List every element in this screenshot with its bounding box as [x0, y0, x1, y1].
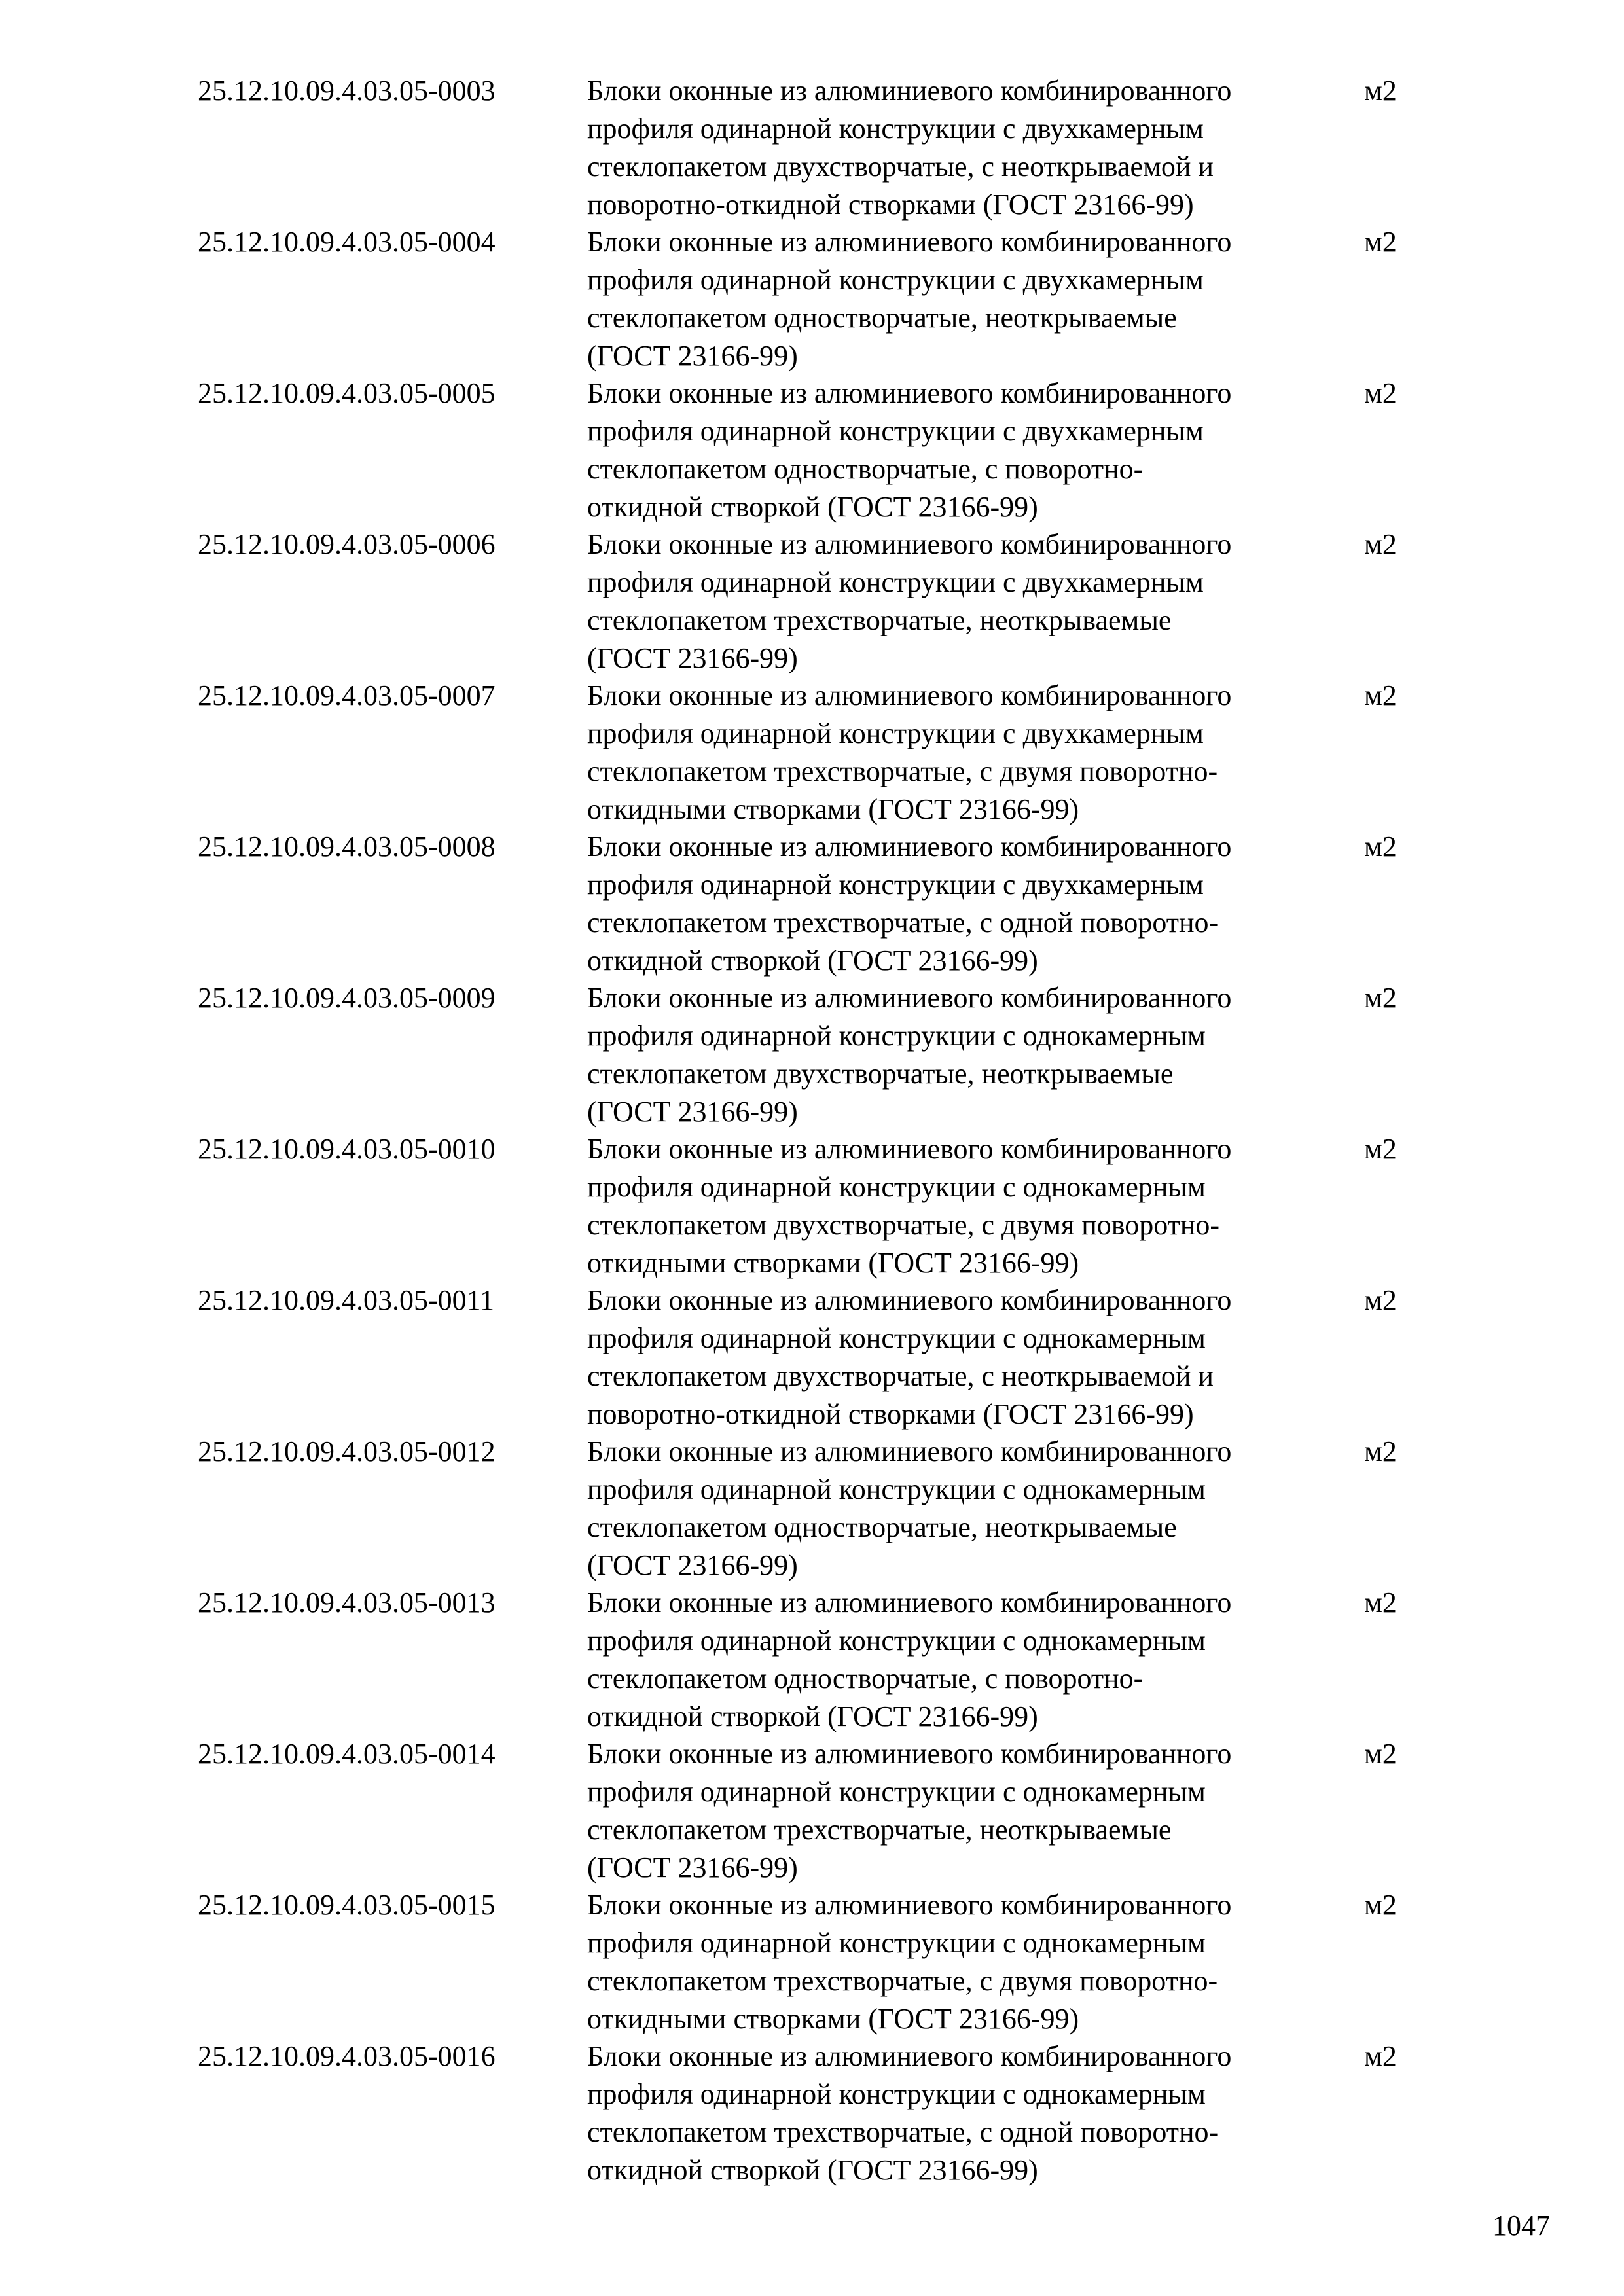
- measurement-unit: м2: [1364, 1738, 1397, 1770]
- description-line: Блоки оконные из алюминиевого комбинированного: [587, 982, 1232, 1014]
- description-line: (ГОСТ 23166-99): [587, 1549, 798, 1581]
- resource-code: 25.12.10.09.4.03.05-0015: [198, 1889, 496, 1921]
- table-row: [0, 1735, 1624, 1886]
- resource-code: 25.12.10.09.4.03.05-0007: [198, 679, 496, 711]
- description-line: Блоки оконные из алюминиевого комбинированного: [587, 1284, 1232, 1316]
- description-line: стеклопакетом трехстворчатые, с одной поворотно-: [587, 906, 1219, 939]
- table-row: [0, 223, 1624, 374]
- description-line: профиля одинарной конструкции с однокамерным: [587, 1776, 1206, 1808]
- table-row: [0, 1130, 1624, 1282]
- description-line: Блоки оконные из алюминиевого комбинированного: [587, 75, 1232, 107]
- description-line: Блоки оконные из алюминиевого комбинированного: [587, 2040, 1232, 2072]
- description-line: профиля одинарной конструкции с однокамерным: [587, 2078, 1206, 2110]
- table-row: [0, 979, 1624, 1130]
- resource-code: 25.12.10.09.4.03.05-0012: [198, 1435, 496, 1467]
- description-line: профиля одинарной конструкции с двухкамерным: [587, 717, 1204, 749]
- measurement-unit: м2: [1364, 1133, 1397, 1165]
- description-line: стеклопакетом трехстворчатые, с двумя поворотно-: [587, 755, 1218, 787]
- resource-description: [587, 1886, 1346, 2038]
- description-line: стеклопакетом одностворчатые, с поворотно-: [587, 1662, 1144, 1695]
- description-line: откидной створкой (ГОСТ 23166-99): [587, 491, 1038, 523]
- resource-code: 25.12.10.09.4.03.05-0003: [198, 75, 496, 107]
- description-line: (ГОСТ 23166-99): [587, 340, 798, 372]
- resource-code: 25.12.10.09.4.03.05-0016: [198, 2040, 496, 2072]
- resource-code: 25.12.10.09.4.03.05-0011: [198, 1284, 495, 1316]
- description-line: профиля одинарной конструкции с однокамерным: [587, 1473, 1206, 1505]
- description-line: Блоки оконные из алюминиевого комбинированного: [587, 226, 1232, 258]
- resource-description: [587, 526, 1346, 677]
- table-row: [0, 1282, 1624, 1433]
- description-line: профиля одинарной конструкции с двухкамерным: [587, 566, 1204, 598]
- description-line: стеклопакетом одностворчатые, с поворотно-: [587, 453, 1144, 485]
- resource-description: [587, 677, 1346, 829]
- resource-code: 25.12.10.09.4.03.05-0010: [198, 1133, 496, 1165]
- resource-code: 25.12.10.09.4.03.05-0013: [198, 1587, 496, 1619]
- description-line: поворотно-откидной створками (ГОСТ 23166-99): [587, 1398, 1194, 1430]
- description-line: профиля одинарной конструкции с двухкамерным: [587, 869, 1204, 901]
- description-line: (ГОСТ 23166-99): [587, 1852, 798, 1884]
- resource-description: [587, 1282, 1346, 1433]
- resource-code: 25.12.10.09.4.03.05-0008: [198, 831, 496, 863]
- resource-description: [587, 1584, 1346, 1736]
- description-line: стеклопакетом двухстворчатые, неоткрываемые: [587, 1058, 1174, 1090]
- table-row: [0, 1886, 1624, 2037]
- measurement-unit: м2: [1364, 1889, 1397, 1921]
- resource-description: [587, 72, 1346, 224]
- description-line: Блоки оконные из алюминиевого комбинированного: [587, 831, 1232, 863]
- description-line: Блоки оконные из алюминиевого комбинированного: [587, 528, 1232, 560]
- resource-code: 25.12.10.09.4.03.05-0009: [198, 982, 496, 1014]
- description-line: откидной створкой (ГОСТ 23166-99): [587, 944, 1038, 977]
- resource-code: 25.12.10.09.4.03.05-0004: [198, 226, 496, 258]
- description-line: стеклопакетом трехстворчатые, с одной поворотно-: [587, 2116, 1219, 2148]
- description-line: стеклопакетом двухстворчатые, с неоткрываемой и: [587, 151, 1214, 183]
- resource-code: 25.12.10.09.4.03.05-0006: [198, 528, 496, 560]
- description-line: Блоки оконные из алюминиевого комбинированного: [587, 1133, 1232, 1165]
- description-line: Блоки оконные из алюминиевого комбинированного: [587, 1435, 1232, 1467]
- measurement-unit: м2: [1364, 528, 1397, 560]
- resource-code: 25.12.10.09.4.03.05-0005: [198, 377, 496, 409]
- measurement-unit: м2: [1364, 1284, 1397, 1316]
- measurement-unit: м2: [1364, 679, 1397, 711]
- description-line: откидной створкой (ГОСТ 23166-99): [587, 2154, 1038, 2186]
- description-line: откидными створками (ГОСТ 23166-99): [587, 2003, 1079, 2035]
- description-line: профиля одинарной конструкции с однокамерным: [587, 1322, 1206, 1354]
- measurement-unit: м2: [1364, 982, 1397, 1014]
- measurement-unit: м2: [1364, 377, 1397, 409]
- description-line: профиля одинарной конструкции с однокамерным: [587, 1624, 1206, 1657]
- description-line: поворотно-откидной створками (ГОСТ 23166-99): [587, 188, 1194, 221]
- measurement-unit: м2: [1364, 2040, 1397, 2072]
- description-line: Блоки оконные из алюминиевого комбинированного: [587, 1889, 1232, 1921]
- table-row: [0, 2037, 1624, 2189]
- description-line: профиля одинарной конструкции с однокамерным: [587, 1020, 1206, 1052]
- description-line: профиля одинарной конструкции с двухкамерным: [587, 113, 1204, 145]
- resource-code: 25.12.10.09.4.03.05-0014: [198, 1738, 496, 1770]
- measurement-unit: м2: [1364, 831, 1397, 863]
- description-line: стеклопакетом трехстворчатые, с двумя поворотно-: [587, 1965, 1218, 1997]
- table-row: [0, 72, 1624, 223]
- resource-description: [587, 1735, 1346, 1887]
- table-row: [0, 677, 1624, 828]
- description-line: стеклопакетом двухстворчатые, с двумя поворотно-: [587, 1209, 1220, 1241]
- resource-description: [587, 828, 1346, 980]
- description-line: профиля одинарной конструкции с однокамерным: [587, 1927, 1206, 1959]
- description-line: Блоки оконные из алюминиевого комбинированного: [587, 1587, 1232, 1619]
- resource-description: [587, 979, 1346, 1131]
- resource-description: [587, 1130, 1346, 1282]
- description-line: Блоки оконные из алюминиевого комбинированного: [587, 679, 1232, 711]
- resource-description: [587, 1433, 1346, 1585]
- table-row: [0, 374, 1624, 526]
- table-row: [0, 526, 1624, 677]
- measurement-unit: м2: [1364, 1435, 1397, 1467]
- resource-description: [587, 223, 1346, 375]
- description-line: откидными створками (ГОСТ 23166-99): [587, 1247, 1079, 1279]
- table-row: [0, 1433, 1624, 1584]
- table-row: [0, 828, 1624, 979]
- measurement-unit: м2: [1364, 226, 1397, 258]
- table-row: [0, 1584, 1624, 1735]
- description-line: стеклопакетом двухстворчатые, с неоткрываемой и: [587, 1360, 1214, 1392]
- page-number: 1047: [1492, 2210, 1550, 2242]
- description-line: откидными створками (ГОСТ 23166-99): [587, 793, 1079, 825]
- description-line: стеклопакетом трехстворчатые, неоткрываемые: [587, 1814, 1172, 1846]
- description-line: Блоки оконные из алюминиевого комбинированного: [587, 377, 1232, 409]
- description-line: (ГОСТ 23166-99): [587, 1096, 798, 1128]
- description-line: стеклопакетом трехстворчатые, неоткрываемые: [587, 604, 1172, 636]
- description-line: профиля одинарной конструкции с однокамерным: [587, 1171, 1206, 1203]
- description-line: профиля одинарной конструкции с двухкамерным: [587, 415, 1204, 447]
- resource-description: [587, 2037, 1346, 2189]
- description-line: профиля одинарной конструкции с двухкамерным: [587, 264, 1204, 296]
- resource-table: [0, 72, 1624, 2189]
- resource-description: [587, 374, 1346, 526]
- description-line: (ГОСТ 23166-99): [587, 642, 798, 674]
- measurement-unit: м2: [1364, 1587, 1397, 1619]
- description-line: стеклопакетом одностворчатые, неоткрываемые: [587, 1511, 1177, 1543]
- description-line: стеклопакетом одностворчатые, неоткрываемые: [587, 302, 1177, 334]
- measurement-unit: м2: [1364, 75, 1397, 107]
- description-line: Блоки оконные из алюминиевого комбинированного: [587, 1738, 1232, 1770]
- description-line: откидной створкой (ГОСТ 23166-99): [587, 1700, 1038, 1732]
